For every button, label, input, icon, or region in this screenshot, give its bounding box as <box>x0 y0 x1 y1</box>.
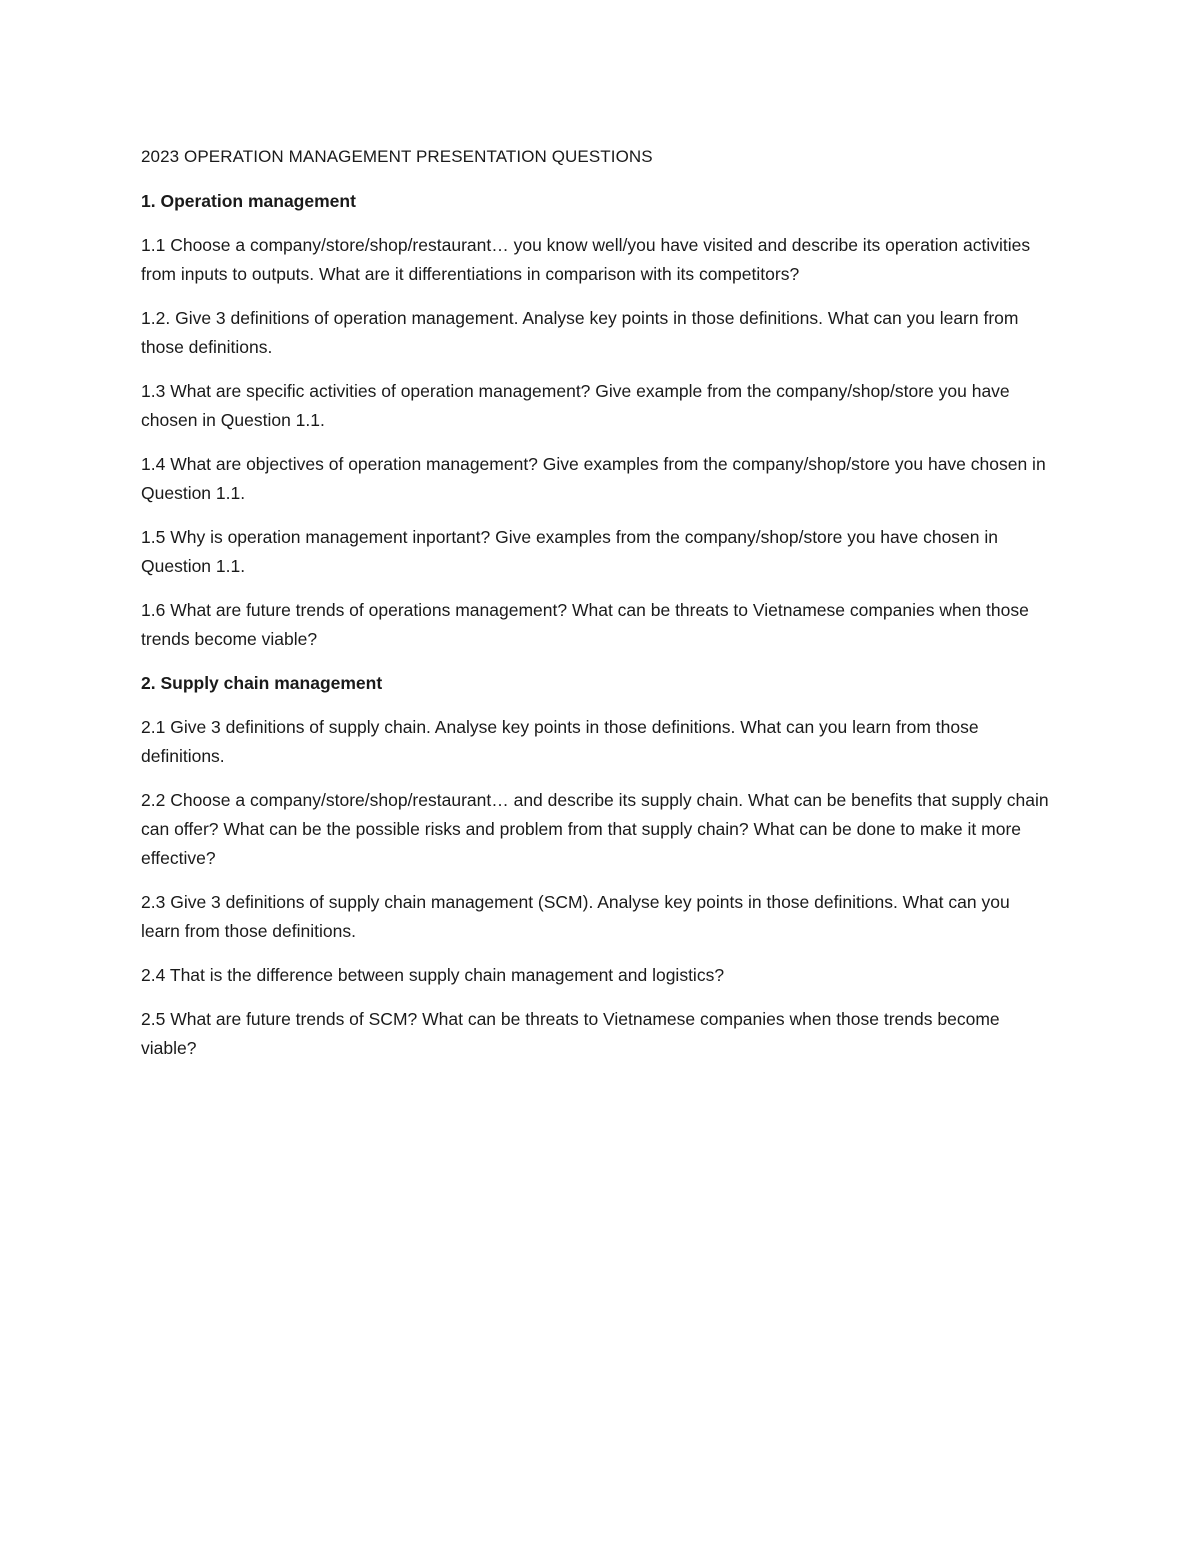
question-text: Choose a company/store/shop/restaurant… and describe its supply chain. What can be benefits that supply chain can offer? What can be the possible risks and problem from that supply chain? What can be done to make it more effective? <box>141 790 1049 868</box>
question-text: Choose a company/store/shop/restaurant… you know well/you have visited and describe its operation activities from inputs to outputs. What are it differentiations in comparison with its competitors? <box>141 235 1031 284</box>
question-1-1 <box>141 231 1051 289</box>
question-number: 2.2 <box>141 790 166 810</box>
question-text: Why is operation management inportant? Give examples from the company/shop/store you have chosen in Question 1.1. <box>141 527 999 576</box>
question-1-3 <box>141 377 1051 435</box>
question-1-6 <box>141 596 1051 654</box>
question-text: What are objectives of operation management? Give examples from the company/shop/store you have chosen in Question 1.1. <box>141 454 1046 503</box>
question-number: 2.4 <box>141 965 166 985</box>
question-number: 2.3 <box>141 892 166 912</box>
document-title: 2023 OPERATION MANAGEMENT PRESENTATION QUESTIONS <box>141 147 653 166</box>
question-number: 1.2. <box>141 308 171 328</box>
question-text: What are future trends of operations management? What can be threats to Vietnamese companies when those trends become viable? <box>141 600 1029 649</box>
question-number: 1.3 <box>141 381 166 401</box>
question-1-4 <box>141 450 1051 508</box>
question-text: Give 3 definitions of operation management. Analyse key points in those definitions. What can you learn from those definitions. <box>141 308 1019 357</box>
question-text: That is the difference between supply chain management and logistics? <box>169 965 725 985</box>
question-2-4 <box>141 961 1051 990</box>
question-number: 1.4 <box>141 454 166 474</box>
question-text: Give 3 definitions of supply chain. Analyse key points in those definitions. What can you learn from those definitions. <box>141 717 979 766</box>
section-heading-operation-management: 1. Operation management <box>141 191 356 211</box>
question-2-1 <box>141 713 1051 771</box>
question-number: 2.1 <box>141 717 166 737</box>
question-2-5 <box>141 1005 1051 1063</box>
question-number: 1.5 <box>141 527 166 547</box>
question-number: 2.5 <box>141 1009 166 1029</box>
question-2-2 <box>141 786 1051 873</box>
question-text: What are future trends of SCM? What can be threats to Vietnamese companies when those trends become viable? <box>141 1009 1000 1058</box>
question-text: Give 3 definitions of supply chain management (SCM). Analyse key points in those definitions. What can you learn from those definitions. <box>141 892 1010 941</box>
question-number: 1.1 <box>141 235 166 255</box>
document-body <box>141 143 1051 1078</box>
question-text: What are specific activities of operation management? Give example from the company/shop/store you have chosen in Question 1.1. <box>141 381 1010 430</box>
section-heading-supply-chain-management: 2. Supply chain management <box>141 673 383 693</box>
question-number: 1.6 <box>141 600 166 620</box>
question-1-2 <box>141 304 1051 362</box>
question-2-3 <box>141 888 1051 946</box>
question-1-5 <box>141 523 1051 581</box>
